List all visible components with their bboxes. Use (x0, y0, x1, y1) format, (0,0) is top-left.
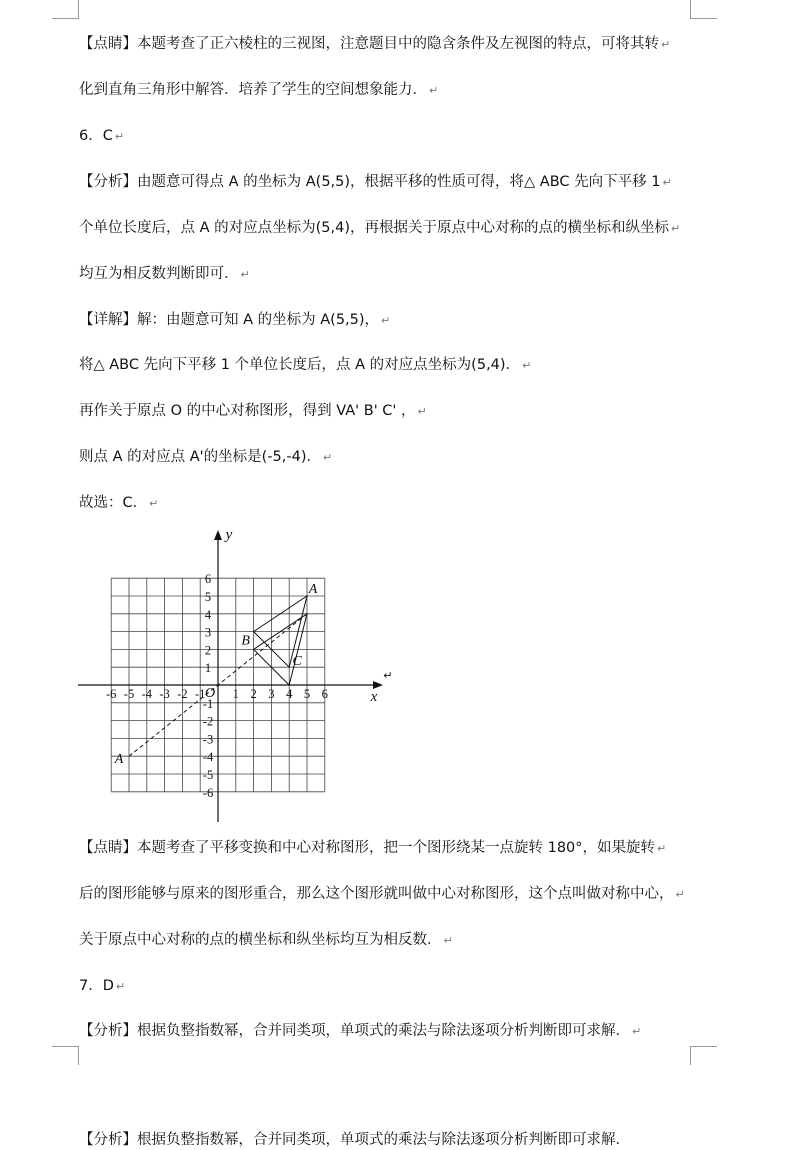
x-tick-label: -6 (105, 687, 117, 701)
paragraph-mark-icon: ↵ (323, 451, 333, 464)
x-tick-label: 6 (321, 687, 328, 701)
x-tick-label: 4 (286, 687, 293, 701)
paragraph-mark-icon: ↵ (443, 934, 453, 947)
y-tick-label: 4 (204, 607, 212, 622)
paragraph-text: 则点 A 的对应点 A'的坐标是(-5,-4)． (79, 449, 321, 465)
paragraph-mark-icon: ↵ (657, 842, 667, 855)
paragraph-mark-icon: ↵ (115, 980, 126, 993)
paragraph-text: 7．D (79, 978, 114, 994)
paragraph-mark-icon: ↵ (381, 314, 391, 327)
x-tick-label: -3 (159, 687, 170, 701)
point-label-c: C (292, 654, 302, 670)
paragraph-text: 【分析】由题意可得点 A 的坐标为 A(5,5)，根据平移的性质可得，将△ ABC 先向下平移 1 (79, 174, 661, 190)
paragraph-mark-icon: ↵ (429, 84, 439, 97)
next-page-fragment (79, 1126, 699, 1148)
x-tick-label: -4 (141, 687, 153, 701)
paragraph-text: 【点睛】本题考查了正六棱柱的三视图，注意题目中的隐含条件及左视图的特点，可将其转 (79, 36, 659, 52)
paragraph-text: 个单位长度后，点 A 的对应点坐标为(5,4)，再根据关于原点中心对称的点的横坐标和纵坐标 (79, 220, 670, 236)
paragraph-text: 6．C (79, 128, 113, 144)
paragraph-text: 【点睛】本题考查了平移变换和中心对称图形，把一个图形绕某一点旋转 180°，如果旋转 (79, 840, 656, 856)
x-tick-label: -2 (177, 687, 188, 701)
x-tick-label: 3 (268, 687, 275, 701)
x-tick-label: 5 (303, 687, 311, 701)
y-tick-label: 6 (204, 572, 212, 587)
paragraph-mark-icon: ↵ (114, 130, 125, 143)
y-tick-label: -4 (202, 750, 214, 765)
origin-label: O (204, 686, 216, 701)
paragraph-text: 再作关于原点 O 的中心对称图形，得到 VA' B' C' ， (79, 403, 416, 419)
y-tick-label: -1 (202, 696, 214, 711)
x-tick-label: 2 (250, 687, 257, 701)
paragraph-text: 化到直角三角形中解答．培养了学生的空间想象能力． (79, 82, 427, 98)
point-label-a: A (308, 582, 318, 597)
x-axis-arrow-icon (373, 681, 383, 689)
x-axis-label: x (370, 689, 378, 705)
x-tick-label: -1 (194, 687, 206, 701)
point-label-b: B (241, 633, 250, 649)
point-label-a-image: A (114, 752, 124, 768)
paragraph-mark-icon: ↵ (522, 359, 532, 372)
paragraph-text: 【详解】解：由题意可知 A 的坐标为 A(5,5)， (79, 312, 380, 328)
y-tick-label: -5 (202, 768, 214, 782)
paragraph-text: 故选：C． (79, 495, 148, 511)
y-axis-label: y (225, 527, 233, 543)
paragraph-mark-icon: ↵ (417, 405, 427, 418)
y-tick-label: 1 (204, 661, 212, 676)
paragraph-mark-icon: ↵ (632, 1025, 642, 1038)
y-tick-label: -2 (202, 714, 214, 729)
y-tick-label: 2 (204, 643, 212, 658)
paragraph-text: 关于原点中心对称的点的横坐标和纵坐标均互为相反数． (79, 932, 442, 948)
paragraph-text: 均互为相反数判断即可． (79, 266, 239, 282)
next-page-line: 【分析】根据负整指数幂，合并同类项，单项式的乘法与除法逐项分析判断即可求解． (79, 1132, 630, 1148)
paragraph-text: 【分析】根据负整指数幂，合并同类项，单项式的乘法与除法逐项分析判断即可求解． (79, 1023, 630, 1039)
paragraph-mark-icon: ↵ (671, 222, 681, 235)
paragraph-mark-icon: ↵ (149, 497, 159, 510)
paragraph-mark-icon: ↵ (661, 38, 671, 51)
x-tick-label: 1 (232, 687, 239, 701)
paragraph-text: 后的图形能够与原来的图形重合，那么这个图形就叫做中心对称图形，这个点叫做对称中心， (79, 886, 674, 902)
paragraph-text: 将△ ABC 先向下平移 1 个单位长度后，点 A 的对应点坐标为(5,4)． (79, 357, 521, 373)
paragraph-mark-icon: ↵ (383, 670, 393, 682)
x-tick-label: -5 (123, 687, 135, 701)
paragraph-mark-icon: ↵ (240, 268, 250, 281)
y-tick-label: -3 (202, 732, 214, 747)
y-tick-label: -6 (202, 785, 214, 800)
y-axis-arrow-icon (214, 530, 222, 540)
y-tick-label: 5 (204, 590, 212, 604)
paragraph-mark-icon: ↵ (675, 888, 685, 901)
y-tick-label: 3 (204, 625, 212, 640)
paragraph-mark-icon: ↵ (662, 176, 672, 189)
